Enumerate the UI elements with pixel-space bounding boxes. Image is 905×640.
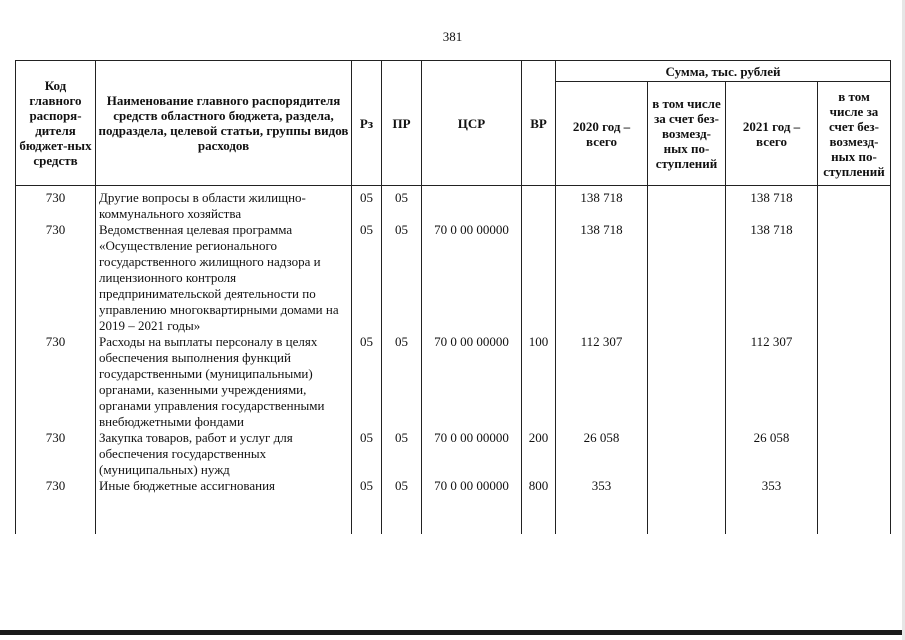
cell-code: 730 xyxy=(16,430,96,478)
table-row xyxy=(16,186,891,223)
table-row xyxy=(16,334,891,430)
cell-csr: 70 0 00 00000 xyxy=(422,222,522,334)
table-header xyxy=(16,61,891,186)
header-pr: ПР xyxy=(382,61,422,186)
cell-2021-total: 26 058 xyxy=(726,430,818,478)
cell-2020-total: 353 xyxy=(556,478,648,534)
cell-code: 730 xyxy=(16,334,96,430)
header-vr: ВР xyxy=(522,61,556,186)
cell-name: Ведомственная целевая программа «Осуществление регионального государственного жилищного надзора и лицензионного контроля предпринимательской деятельности по управлению многоквартирными домами на 2019 – 2021 годы» xyxy=(96,222,352,334)
cell-2020-free xyxy=(648,430,726,478)
cell-pr: 05 xyxy=(382,334,422,430)
header-csr: ЦСР xyxy=(422,61,522,186)
table-row xyxy=(16,430,891,478)
cell-2021-total: 138 718 xyxy=(726,186,818,223)
cell-pr: 05 xyxy=(382,430,422,478)
header-sum: Сумма, тыс. рублей xyxy=(556,61,891,82)
bottom-border-line xyxy=(0,630,905,635)
cell-2020-total: 138 718 xyxy=(556,222,648,334)
header-2020-total: 2020 год – всего xyxy=(556,82,648,186)
header-2021-free: в том числе за счет без-возмезд-ных по-ступлений xyxy=(818,82,891,186)
cell-2021-free xyxy=(818,334,891,430)
cell-name: Другие вопросы в области жилищно-коммунального хозяйства xyxy=(96,186,352,223)
cell-rz: 05 xyxy=(352,430,382,478)
cell-name: Закупка товаров, работ и услуг для обеспечения государственных (муниципальных) нужд xyxy=(96,430,352,478)
cell-2020-free xyxy=(648,186,726,223)
cell-code: 730 xyxy=(16,478,96,534)
cell-vr xyxy=(522,222,556,334)
cell-2021-total: 138 718 xyxy=(726,222,818,334)
table-body xyxy=(16,186,891,535)
header-2021-total: 2021 год – всего xyxy=(726,82,818,186)
cell-name: Иные бюджетные ассигнования xyxy=(96,478,352,534)
header-2020-free: в том числе за счет без-возмезд-ных по-ступлений xyxy=(648,82,726,186)
cell-2020-free xyxy=(648,334,726,430)
header-rz: Рз xyxy=(352,61,382,186)
cell-csr xyxy=(422,186,522,223)
table-row xyxy=(16,222,891,334)
cell-vr xyxy=(522,186,556,223)
cell-2021-free xyxy=(818,478,891,534)
budget-table xyxy=(15,60,891,534)
cell-2020-total: 138 718 xyxy=(556,186,648,223)
cell-2021-free xyxy=(818,186,891,223)
cell-vr: 100 xyxy=(522,334,556,430)
page-number: 381 xyxy=(442,29,463,44)
table-row xyxy=(16,478,891,534)
cell-rz: 05 xyxy=(352,222,382,334)
cell-vr: 800 xyxy=(522,478,556,534)
cell-2021-free xyxy=(818,430,891,478)
cell-code: 730 xyxy=(16,222,96,334)
header-code: Код главного распоря-дителя бюджет-ных средств xyxy=(16,61,96,186)
cell-2021-total: 353 xyxy=(726,478,818,534)
header-name: Наименование главного распорядителя средств областного бюджета, раздела, подраздела, целевой статьи, группы видов расходов xyxy=(96,61,352,186)
cell-2020-free xyxy=(648,478,726,534)
cell-2021-free xyxy=(818,222,891,334)
cell-csr: 70 0 00 00000 xyxy=(422,334,522,430)
cell-2020-free xyxy=(648,222,726,334)
cell-2021-total: 112 307 xyxy=(726,334,818,430)
cell-2020-total: 26 058 xyxy=(556,430,648,478)
cell-rz: 05 xyxy=(352,186,382,223)
cell-pr: 05 xyxy=(382,478,422,534)
cell-rz: 05 xyxy=(352,334,382,430)
cell-rz: 05 xyxy=(352,478,382,534)
cell-csr: 70 0 00 00000 xyxy=(422,478,522,534)
cell-vr: 200 xyxy=(522,430,556,478)
cell-code: 730 xyxy=(16,186,96,223)
cell-pr: 05 xyxy=(382,222,422,334)
cell-2020-total: 112 307 xyxy=(556,334,648,430)
cell-pr: 05 xyxy=(382,186,422,223)
cell-csr: 70 0 00 00000 xyxy=(422,430,522,478)
cell-name: Расходы на выплаты персоналу в целях обеспечения выполнения функций государственными (муниципальными) органами, казенными учреждениями, органами управления государственными внебюджетными фондами xyxy=(96,334,352,430)
